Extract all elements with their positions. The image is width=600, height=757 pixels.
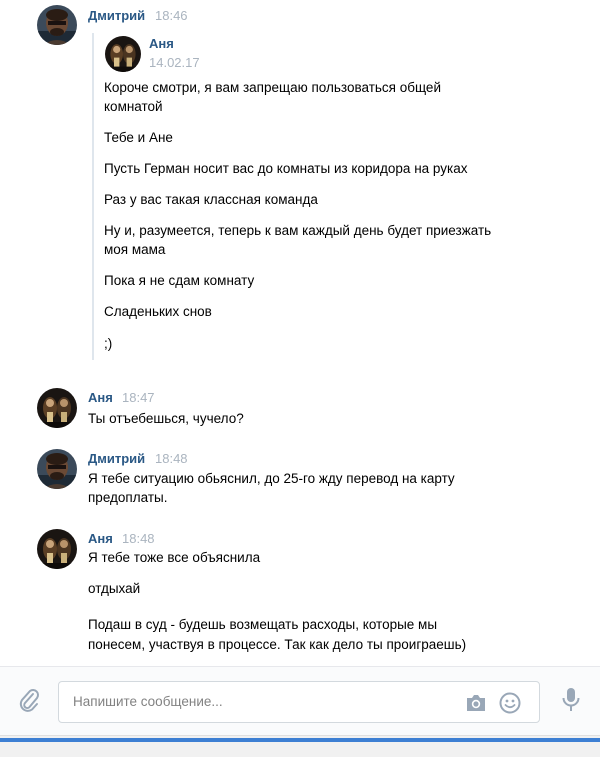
avatar[interactable] bbox=[37, 529, 77, 569]
message-text: отдыхай bbox=[88, 581, 141, 596]
message-text: Я тебе тоже все объяснила bbox=[88, 550, 261, 565]
horizontal-scrollbar[interactable] bbox=[0, 735, 600, 757]
message-text: Сладеньких снов bbox=[104, 304, 212, 319]
scrollbar-thumb[interactable] bbox=[0, 738, 600, 742]
message-input-placeholder: Напишите сообщение... bbox=[73, 694, 223, 709]
message-text: Раз у вас такая классная команда bbox=[104, 192, 318, 207]
message-author[interactable]: Дмитрий bbox=[88, 451, 146, 466]
message-text: предоплаты. bbox=[88, 490, 168, 505]
forwarded-date: 14.02.17 bbox=[149, 55, 200, 70]
message-text: Пока я не сдам комнату bbox=[104, 273, 255, 288]
avatar[interactable] bbox=[105, 36, 141, 72]
message-item bbox=[0, 446, 600, 516]
message-composer bbox=[0, 666, 600, 735]
message-time[interactable]: 18:48 bbox=[155, 451, 188, 466]
message-text: моя мама bbox=[104, 242, 166, 257]
message-text: ;) bbox=[104, 336, 113, 351]
avatar[interactable] bbox=[37, 5, 77, 45]
message-text: комнатой bbox=[104, 99, 163, 114]
camera-icon[interactable] bbox=[465, 693, 487, 713]
microphone-icon[interactable] bbox=[560, 687, 582, 713]
message-text: Подаш в суд - будешь возмещать расходы, которые мы bbox=[88, 617, 438, 632]
message-text: Ну и, разумеется, теперь к вам каждый день будет приезжать bbox=[104, 223, 492, 238]
forwarded-message bbox=[92, 33, 592, 360]
message-item bbox=[0, 385, 600, 440]
paperclip-icon[interactable] bbox=[17, 687, 41, 713]
smile-icon[interactable] bbox=[499, 692, 521, 714]
message-item bbox=[0, 527, 600, 662]
message-text: Я тебе ситуацию обьяснил, до 25-го жду перевод на карту bbox=[88, 471, 455, 486]
message-author[interactable]: Аня bbox=[88, 390, 113, 405]
message-time[interactable]: 18:47 bbox=[122, 390, 155, 405]
message-time[interactable]: 18:48 bbox=[122, 531, 155, 546]
message-text: Пусть Герман носит вас до комнаты из коридора на руках bbox=[104, 161, 468, 176]
message-text: Тебе и Ане bbox=[104, 130, 173, 145]
avatar[interactable] bbox=[37, 388, 77, 428]
message-time[interactable]: 18:46 bbox=[155, 8, 188, 23]
message-text: Ты отъебешься, чучело? bbox=[88, 411, 244, 426]
message-author[interactable]: Аня bbox=[88, 531, 113, 546]
message-author[interactable]: Дмитрий bbox=[88, 8, 146, 23]
forwarded-author[interactable]: Аня bbox=[149, 36, 174, 51]
avatar[interactable] bbox=[37, 449, 77, 489]
message-text: понесем, участвуя в процессе. Так как дело ты проиграешь) bbox=[88, 637, 467, 652]
message-input[interactable] bbox=[58, 681, 540, 723]
message-text: Короче смотри, я вам запрещаю пользоваться общей bbox=[104, 80, 441, 95]
